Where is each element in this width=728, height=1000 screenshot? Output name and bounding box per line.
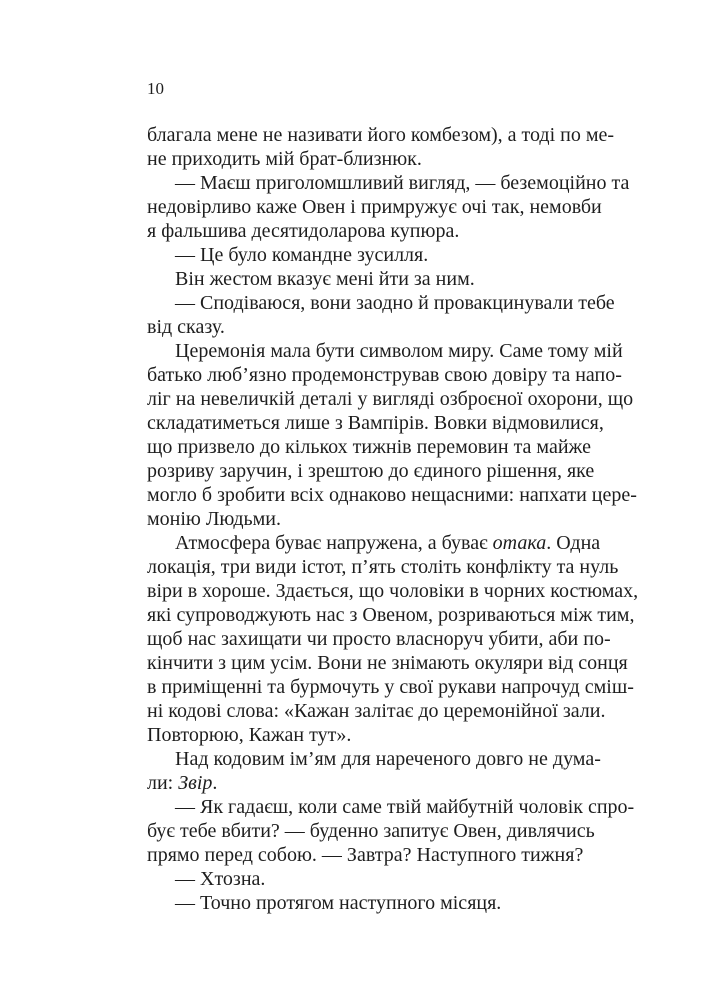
text-segment: віри в хороше. Здається, що чоловіки в чорних костюмах, bbox=[147, 580, 639, 602]
text-segment: не приходить мій брат-близнюк. bbox=[147, 148, 422, 170]
text-segment: монію Людьми. bbox=[147, 508, 282, 530]
text-line bbox=[147, 387, 634, 411]
text-segment: — Хтозна. bbox=[175, 868, 266, 890]
text-segment: кінчити з цим усім. Вони не знімають окуляри від сонця bbox=[147, 652, 628, 674]
text-segment: — Маєш приголомшливий вигляд, — беземоційно та bbox=[175, 172, 630, 194]
text-line bbox=[147, 867, 581, 891]
text-line bbox=[147, 363, 622, 387]
text-line bbox=[147, 819, 595, 843]
text-line bbox=[147, 651, 628, 675]
text-segment: Повторюю, Кажан тут». bbox=[147, 724, 352, 746]
text-segment: щоб нас захищати чи просто власноруч убити, аби по- bbox=[147, 628, 611, 650]
text-line bbox=[147, 483, 637, 507]
text-segment: розриву заручин, і зрештою до єдиного рішення, яке bbox=[147, 460, 595, 482]
italic-text: отака bbox=[492, 532, 547, 554]
page-number: 10 bbox=[147, 79, 164, 98]
text-segment: батько люб’язно продемонстрував свою довіру та напо- bbox=[147, 364, 622, 386]
text-segment: прямо перед собою. — Завтра? Наступного тижня? bbox=[147, 844, 584, 866]
text-segment: . Одна bbox=[546, 532, 601, 554]
text-line bbox=[147, 267, 581, 291]
text-segment: бує тебе вбити? — буденно запитує Овен, дивлячись bbox=[147, 820, 595, 842]
text-segment: які супроводжують нас з Овеном, розриваються між тим, bbox=[147, 604, 635, 626]
text-segment: Він жестом вказує мені йти за ним. bbox=[175, 268, 475, 290]
text-line bbox=[147, 747, 601, 771]
text-line bbox=[147, 555, 619, 579]
text-line bbox=[147, 459, 595, 483]
text-line bbox=[147, 843, 584, 867]
text-line bbox=[147, 675, 634, 699]
text-line bbox=[147, 243, 581, 267]
text-line bbox=[147, 723, 581, 747]
text-segment: ли: bbox=[147, 772, 179, 794]
text-line bbox=[147, 435, 591, 459]
text-line bbox=[147, 795, 635, 819]
text-segment: — Точно протягом наступного місяця. bbox=[175, 892, 502, 914]
text-line bbox=[147, 339, 623, 363]
text-segment: від сказу. bbox=[147, 316, 225, 338]
text-line bbox=[147, 147, 581, 171]
text-segment: . bbox=[212, 772, 218, 794]
text-line bbox=[147, 411, 604, 435]
text-segment: — Як гадаєш, коли саме твій майбутній чоловік спро- bbox=[175, 796, 635, 818]
text-line bbox=[147, 219, 581, 243]
text-segment: недовірливо каже Овен і примружує очі так, немовби bbox=[147, 196, 602, 218]
italic-text: Звір bbox=[178, 772, 213, 794]
text-segment: — Сподіваюся, вони заодно й провакцинували тебе bbox=[175, 292, 615, 314]
text-segment: ліг на невеличкій деталі у вигляді озброєної охорони, що bbox=[147, 388, 634, 410]
text-line bbox=[147, 315, 581, 339]
text-segment: складатиметься лише з Вампірів. Вовки відмовилися, bbox=[147, 412, 604, 434]
text-segment: Над кодовим ім’ям для нареченого довго не дума- bbox=[175, 748, 601, 770]
text-segment: — Це було командне зусилля. bbox=[175, 244, 429, 266]
text-segment: Атмосфера буває напружена, а буває bbox=[175, 532, 493, 554]
text-segment: могло б зробити всіх однаково нещасними: напхати цере- bbox=[147, 484, 637, 506]
text-line bbox=[147, 891, 581, 915]
text-line bbox=[147, 531, 601, 555]
text-line bbox=[147, 699, 606, 723]
text-line bbox=[147, 171, 630, 195]
text-segment: що призвело до кількох тижнів перемовин та майже bbox=[147, 436, 591, 458]
text-segment: ні кодові слова: «Кажан залітає до церемонійної зали. bbox=[147, 700, 606, 722]
text-line bbox=[147, 579, 639, 603]
text-line bbox=[147, 291, 615, 315]
text-segment: я фальшива десятидоларова купюра. bbox=[147, 220, 460, 242]
page-text bbox=[147, 123, 639, 915]
text-line bbox=[147, 123, 615, 147]
text-line bbox=[147, 507, 581, 531]
text-line bbox=[147, 771, 581, 795]
text-segment: благала мене не називати його комбезом), а тоді по ме- bbox=[147, 124, 615, 146]
text-line bbox=[147, 603, 635, 627]
text-line bbox=[147, 195, 602, 219]
text-segment: Церемонія мала бути символом миру. Саме тому мій bbox=[175, 340, 623, 362]
text-segment: локація, три види істот, п’ять століть конфлікту та нуль bbox=[147, 556, 619, 578]
text-line bbox=[147, 627, 611, 651]
text-segment: в приміщенні та бурмочуть у свої рукави напрочуд сміш- bbox=[147, 676, 634, 698]
